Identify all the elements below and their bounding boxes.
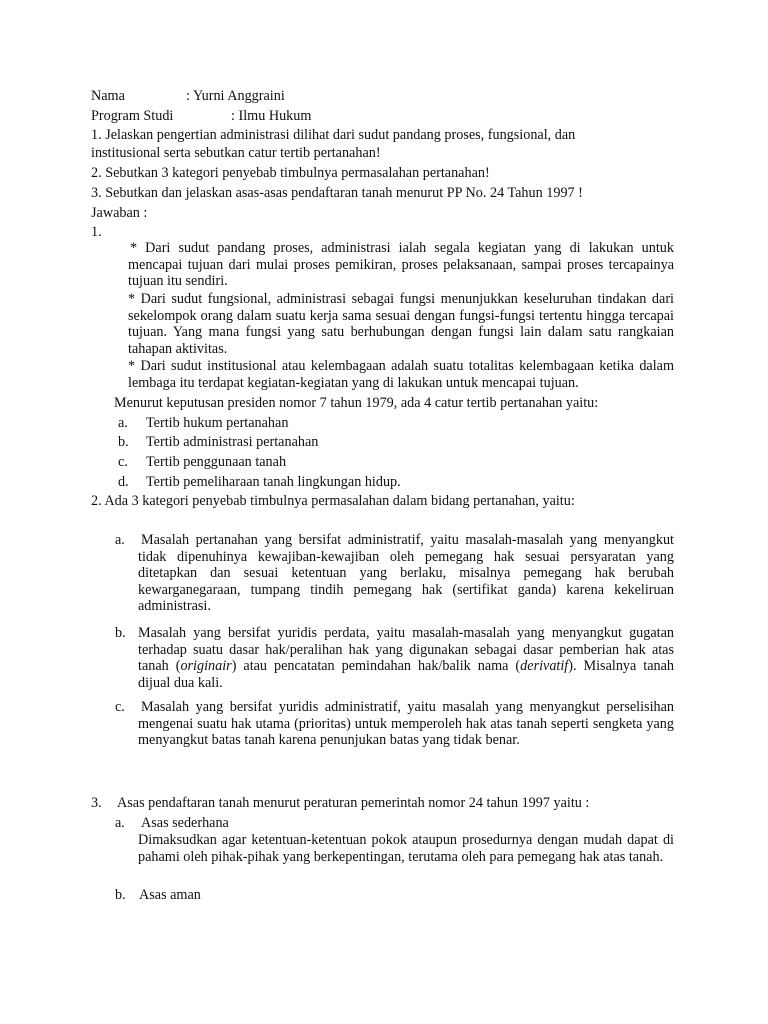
definition-fungsional: * Dari sudut fungsional, administrasi sebagai fungsi menunjukkan keseluruhan tindakan dari sekelompok orang dalam suatu kerja sama sesuai dengan fungsi-fungsi tertentu hingga tercapai tujuan. Yang mana fungsi yang satu berhubungan dengan fungsi lain dalam satu rangkaian tahapan aktivitas. [128,291,674,357]
list-item: Tertib administrasi pertanahan [146,434,319,450]
list-marker: a. [115,815,125,831]
list-marker: c. [118,454,128,470]
list-marker: c. [115,699,125,715]
list-item: Tertib pemeliharaan tanah lingkungan hidup. [146,474,401,490]
list-marker: b. [115,887,126,903]
list-marker: b. [118,434,129,450]
term-derivatif: derivatif [520,658,569,675]
question-1-line-1: 1. Jelaskan pengertian administrasi dilihat dari sudut pandang proses, fungsional, dan [91,127,576,143]
problem-yuridis-perdata: Masalah yang bersifat yuridis perdata, yaitu masalah-masalah yang menyangkut gugatan terhadap suatu dasar hak/peralihan hak yang digunakan sebagai dasar pemberian hak atas tanah (originair) atau pencatatan pemindahan hak/balik nama (derivatif). Misalnya tanah dijual dua kali. [138,625,675,691]
answer-2-intro: 2. Ada 3 kategori penyebab timbulnya permasalahan dalam bidang pertanahan, yaitu: [91,493,575,509]
problem-administratif: Masalah pertanahan yang bersifat administratif, yaitu masalah-masalah yang menyangkut tidak dipenuhinya kewajiban-kewajiban oleh pemegang hak sesuai persyaratan yang ditetapkan dan sesuai ketentuan yang berlaku, misalnya pemegang hak berubah kewarganegaraan, tumpang tindih pemegang hak (sertifikat ganda) karena kekeliruan administrasi. [138,532,674,615]
catur-tertib-intro: Menurut keputusan presiden nomor 7 tahun 1979, ada 4 catur tertib pertanahan yaitu: [114,395,599,411]
question-1-line-2: institusional serta sebutkan catur tertib pertanahan! [91,145,381,161]
list-marker: a. [118,415,128,431]
list-marker: d. [118,474,129,490]
name-label: Nama [91,88,125,104]
principle-description: Dimaksudkan agar ketentuan-ketentuan pokok ataupun prosedurnya dengan mudah dapat di pahami oleh pihak-pihak yang berkepentingan, terutama oleh para pemegang hak atas tanah. [138,832,674,865]
answer-1-number: 1. [91,224,102,240]
question-3: 3. Sebutkan dan jelaskan asas-asas pendaftaran tanah menurut PP No. 24 Tahun 1997 ! [91,185,583,201]
list-item: Tertib penggunaan tanah [146,454,287,470]
problem-yuridis-administratif: Masalah yang bersifat yuridis administratif, yaitu masalah yang menyangkut perselisihan mengenai suatu hak utama (prioritas) untuk memperoleh hak atas tanah seperti sengketa yang menyangkut batas tanah karena penunjukan batas yang tidak benar. [138,699,674,749]
answer-3-number: 3. [91,795,102,811]
program-label: Program Studi [91,108,174,124]
list-marker: b. [115,625,126,641]
list-item: Tertib hukum pertanahan [146,415,289,431]
definition-proses: * Dari sudut pandang proses, administrasi ialah segala kegiatan yang di lakukan untuk mencapai tujuan dari mulai proses pemikiran, proses pelaksanaan, sampai proses tercapainya tujuan itu sendiri. [128,240,674,290]
principle-title: Asas aman [139,887,201,903]
definition-institusional: * Dari sudut institusional atau kelembagaan adalah suatu totalitas kelembagaan ketika dalam lembaga itu terdapat kegiatan-kegiatan yang di lakukan untuk mencapai tujuan. [128,358,674,391]
question-2: 2. Sebutkan 3 kategori penyebab timbulnya permasalahan pertanahan! [91,165,490,181]
principle-title: Asas sederhana [141,815,229,831]
answer-heading: Jawaban : [91,205,148,221]
term-originair: originair [180,658,232,675]
name-value: : Yurni Anggraini [186,88,285,104]
list-marker: a. [115,532,125,548]
answer-3-intro: Asas pendaftaran tanah menurut peraturan pemerintah nomor 24 tahun 1997 yaitu : [117,795,590,811]
program-value: : Ilmu Hukum [231,108,312,124]
